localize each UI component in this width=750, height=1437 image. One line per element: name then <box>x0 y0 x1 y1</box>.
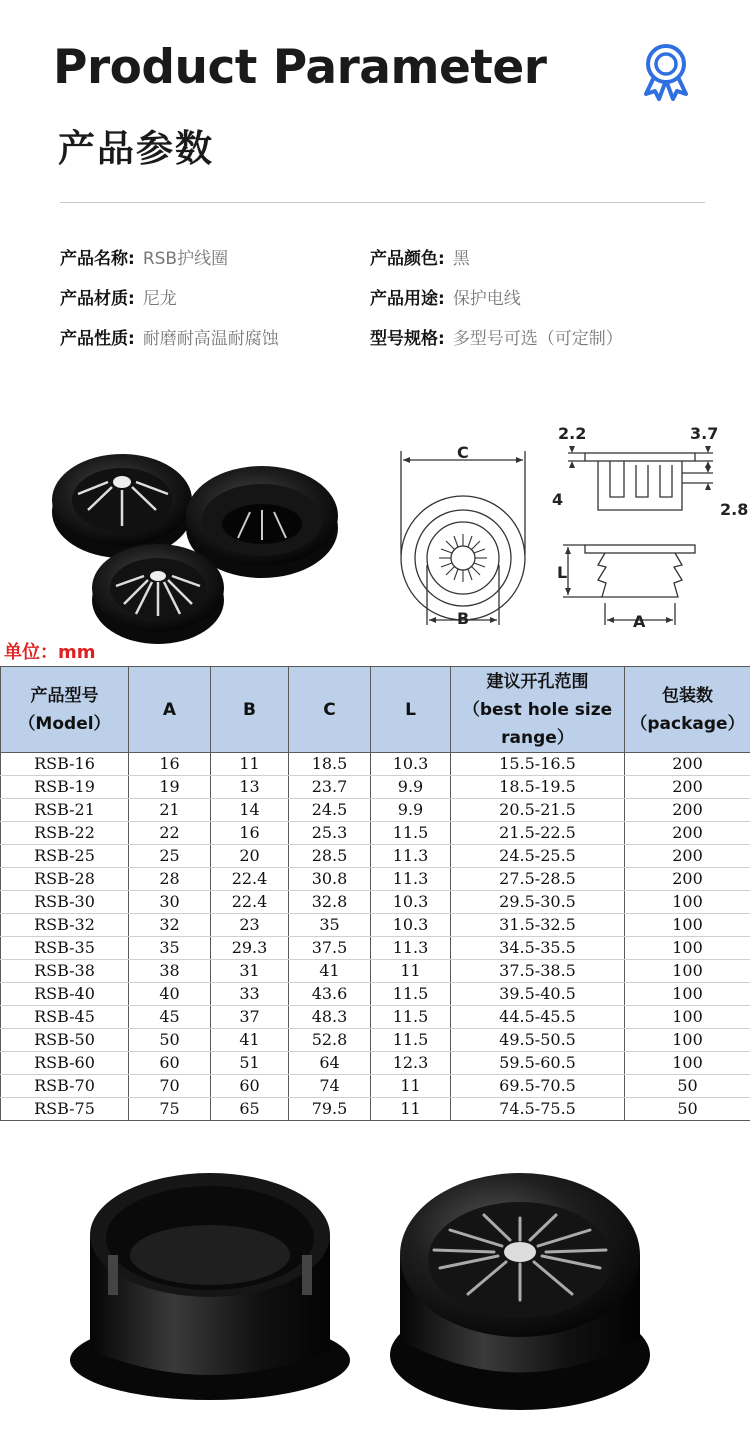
param-spec: 型号规格: 多型号可选（可定制） <box>370 329 623 349</box>
technical-drawing <box>380 415 750 650</box>
dim-37-label: 3.7 <box>690 424 719 443</box>
cell-b: 29.3 <box>211 937 289 960</box>
table-row <box>1 1075 750 1098</box>
cell-hole-size: 24.5-25.5 <box>451 845 625 868</box>
cell-hole-size: 29.5-30.5 <box>451 891 625 914</box>
col-b: B <box>211 667 289 753</box>
col-hole-size: 建议开孔范围 （best hole size range） <box>451 667 625 753</box>
cell-hole-size: 34.5-35.5 <box>451 937 625 960</box>
cell-b: 41 <box>211 1029 289 1052</box>
cell-hole-size: 39.5-40.5 <box>451 983 625 1006</box>
cell-hole-size: 44.5-45.5 <box>451 1006 625 1029</box>
cell-model: RSB-16 <box>1 753 129 776</box>
cell-l: 11.3 <box>371 937 451 960</box>
cell-l: 9.9 <box>371 776 451 799</box>
param-color: 产品颜色: 黑 <box>370 249 470 269</box>
cell-model: RSB-75 <box>1 1098 129 1121</box>
cell-a: 40 <box>129 983 211 1006</box>
cell-b: 20 <box>211 845 289 868</box>
dim-28-label: 2.8 <box>720 500 749 519</box>
cell-b: 13 <box>211 776 289 799</box>
cell-model: RSB-70 <box>1 1075 129 1098</box>
page-title: Product Parameter <box>53 40 547 95</box>
cell-b: 23 <box>211 914 289 937</box>
col-model: 产品型号 （Model） <box>1 667 129 753</box>
cell-hole-size: 18.5-19.5 <box>451 776 625 799</box>
cell-b: 31 <box>211 960 289 983</box>
award-ribbon-icon <box>638 42 694 102</box>
cell-a: 28 <box>129 868 211 891</box>
cell-model: RSB-22 <box>1 822 129 845</box>
product-photo-closeup <box>60 1160 700 1410</box>
table-row <box>1 891 750 914</box>
cell-c: 18.5 <box>289 753 371 776</box>
dim-a-label: A <box>633 612 646 631</box>
cell-c: 79.5 <box>289 1098 371 1121</box>
col-package: 包装数 （package） <box>625 667 750 753</box>
cell-model: RSB-25 <box>1 845 129 868</box>
cell-package: 200 <box>625 845 750 868</box>
dim-4-label: 4 <box>552 490 564 509</box>
cell-a: 19 <box>129 776 211 799</box>
cell-c: 24.5 <box>289 799 371 822</box>
param-name: 产品名称: RSB护线圈 <box>60 249 229 269</box>
cell-l: 11.5 <box>371 1029 451 1052</box>
cell-b: 60 <box>211 1075 289 1098</box>
cell-model: RSB-38 <box>1 960 129 983</box>
cell-a: 32 <box>129 914 211 937</box>
cell-a: 30 <box>129 891 211 914</box>
cell-model: RSB-32 <box>1 914 129 937</box>
cell-a: 60 <box>129 1052 211 1075</box>
cell-a: 75 <box>129 1098 211 1121</box>
cell-a: 25 <box>129 845 211 868</box>
table-row <box>1 983 750 1006</box>
cell-model: RSB-35 <box>1 937 129 960</box>
cell-b: 51 <box>211 1052 289 1075</box>
cell-model: RSB-21 <box>1 799 129 822</box>
cell-hole-size: 27.5-28.5 <box>451 868 625 891</box>
cell-hole-size: 74.5-75.5 <box>451 1098 625 1121</box>
cell-package: 100 <box>625 914 750 937</box>
cell-package: 100 <box>625 891 750 914</box>
col-l: L <box>371 667 451 753</box>
cell-c: 41 <box>289 960 371 983</box>
cell-l: 11.5 <box>371 983 451 1006</box>
cell-package: 50 <box>625 1075 750 1098</box>
table-row <box>1 1098 750 1121</box>
cell-l: 11 <box>371 1098 451 1121</box>
dim-l-label: L <box>557 563 568 582</box>
cell-l: 11.3 <box>371 845 451 868</box>
table-row <box>1 845 750 868</box>
dim-b-label: B <box>457 609 470 628</box>
col-a: A <box>129 667 211 753</box>
cell-model: RSB-19 <box>1 776 129 799</box>
cell-hole-size: 21.5-22.5 <box>451 822 625 845</box>
cell-model: RSB-40 <box>1 983 129 1006</box>
spec-table-body <box>1 753 750 1121</box>
cell-a: 45 <box>129 1006 211 1029</box>
cell-l: 11 <box>371 960 451 983</box>
table-row <box>1 1006 750 1029</box>
cell-package: 100 <box>625 1006 750 1029</box>
cell-hole-size: 69.5-70.5 <box>451 1075 625 1098</box>
cell-package: 50 <box>625 1098 750 1121</box>
cell-b: 16 <box>211 822 289 845</box>
cell-model: RSB-60 <box>1 1052 129 1075</box>
cell-c: 23.7 <box>289 776 371 799</box>
cell-model: RSB-50 <box>1 1029 129 1052</box>
cell-c: 28.5 <box>289 845 371 868</box>
col-c: C <box>289 667 371 753</box>
unit-label: 单位：mm <box>4 642 96 663</box>
param-material: 产品材质: 尼龙 <box>60 289 177 309</box>
cell-a: 22 <box>129 822 211 845</box>
cell-l: 9.9 <box>371 799 451 822</box>
cell-package: 100 <box>625 1052 750 1075</box>
cell-l: 11.3 <box>371 868 451 891</box>
cell-c: 74 <box>289 1075 371 1098</box>
param-property: 产品性质: 耐磨耐高温耐腐蚀 <box>60 329 279 349</box>
cell-l: 10.3 <box>371 753 451 776</box>
table-row <box>1 1029 750 1052</box>
cell-package: 100 <box>625 937 750 960</box>
cell-a: 35 <box>129 937 211 960</box>
param-usage: 产品用途: 保护电线 <box>370 289 521 309</box>
cell-b: 14 <box>211 799 289 822</box>
cell-package: 100 <box>625 983 750 1006</box>
cell-package: 200 <box>625 868 750 891</box>
cell-hole-size: 15.5-16.5 <box>451 753 625 776</box>
cell-package: 200 <box>625 822 750 845</box>
cell-package: 200 <box>625 753 750 776</box>
cell-b: 65 <box>211 1098 289 1121</box>
cell-b: 11 <box>211 753 289 776</box>
page-title-cn: 产品参数 <box>58 127 214 170</box>
cell-a: 70 <box>129 1075 211 1098</box>
table-row <box>1 937 750 960</box>
cell-b: 37 <box>211 1006 289 1029</box>
cell-l: 12.3 <box>371 1052 451 1075</box>
cell-c: 64 <box>289 1052 371 1075</box>
cell-b: 22.4 <box>211 891 289 914</box>
cell-l: 11.5 <box>371 822 451 845</box>
cell-package: 200 <box>625 799 750 822</box>
cell-c: 25.3 <box>289 822 371 845</box>
product-photo-grommets <box>40 420 360 650</box>
cell-c: 48.3 <box>289 1006 371 1029</box>
table-row <box>1 868 750 891</box>
table-row <box>1 1052 750 1075</box>
cell-c: 35 <box>289 914 371 937</box>
cell-model: RSB-28 <box>1 868 129 891</box>
cell-l: 10.3 <box>371 914 451 937</box>
cell-package: 100 <box>625 960 750 983</box>
cell-b: 33 <box>211 983 289 1006</box>
cell-b: 22.4 <box>211 868 289 891</box>
cell-hole-size: 31.5-32.5 <box>451 914 625 937</box>
cell-a: 16 <box>129 753 211 776</box>
cell-hole-size: 49.5-50.5 <box>451 1029 625 1052</box>
table-row <box>1 776 750 799</box>
cell-a: 50 <box>129 1029 211 1052</box>
divider <box>60 202 705 203</box>
dim-22-label: 2.2 <box>558 424 587 443</box>
cell-package: 200 <box>625 776 750 799</box>
cell-hole-size: 20.5-21.5 <box>451 799 625 822</box>
cell-l: 10.3 <box>371 891 451 914</box>
cell-model: RSB-30 <box>1 891 129 914</box>
cell-package: 100 <box>625 1029 750 1052</box>
cell-c: 43.6 <box>289 983 371 1006</box>
cell-c: 30.8 <box>289 868 371 891</box>
cell-a: 21 <box>129 799 211 822</box>
table-row <box>1 753 750 776</box>
table-row <box>1 799 750 822</box>
cell-l: 11 <box>371 1075 451 1098</box>
cell-a: 38 <box>129 960 211 983</box>
table-row <box>1 914 750 937</box>
cell-c: 37.5 <box>289 937 371 960</box>
cell-c: 32.8 <box>289 891 371 914</box>
table-row <box>1 822 750 845</box>
cell-hole-size: 37.5-38.5 <box>451 960 625 983</box>
table-row <box>1 960 750 983</box>
spec-table <box>0 666 750 1121</box>
spec-table-header <box>1 667 750 753</box>
dim-c-label: C <box>457 443 469 462</box>
cell-c: 52.8 <box>289 1029 371 1052</box>
cell-l: 11.5 <box>371 1006 451 1029</box>
cell-model: RSB-45 <box>1 1006 129 1029</box>
cell-hole-size: 59.5-60.5 <box>451 1052 625 1075</box>
